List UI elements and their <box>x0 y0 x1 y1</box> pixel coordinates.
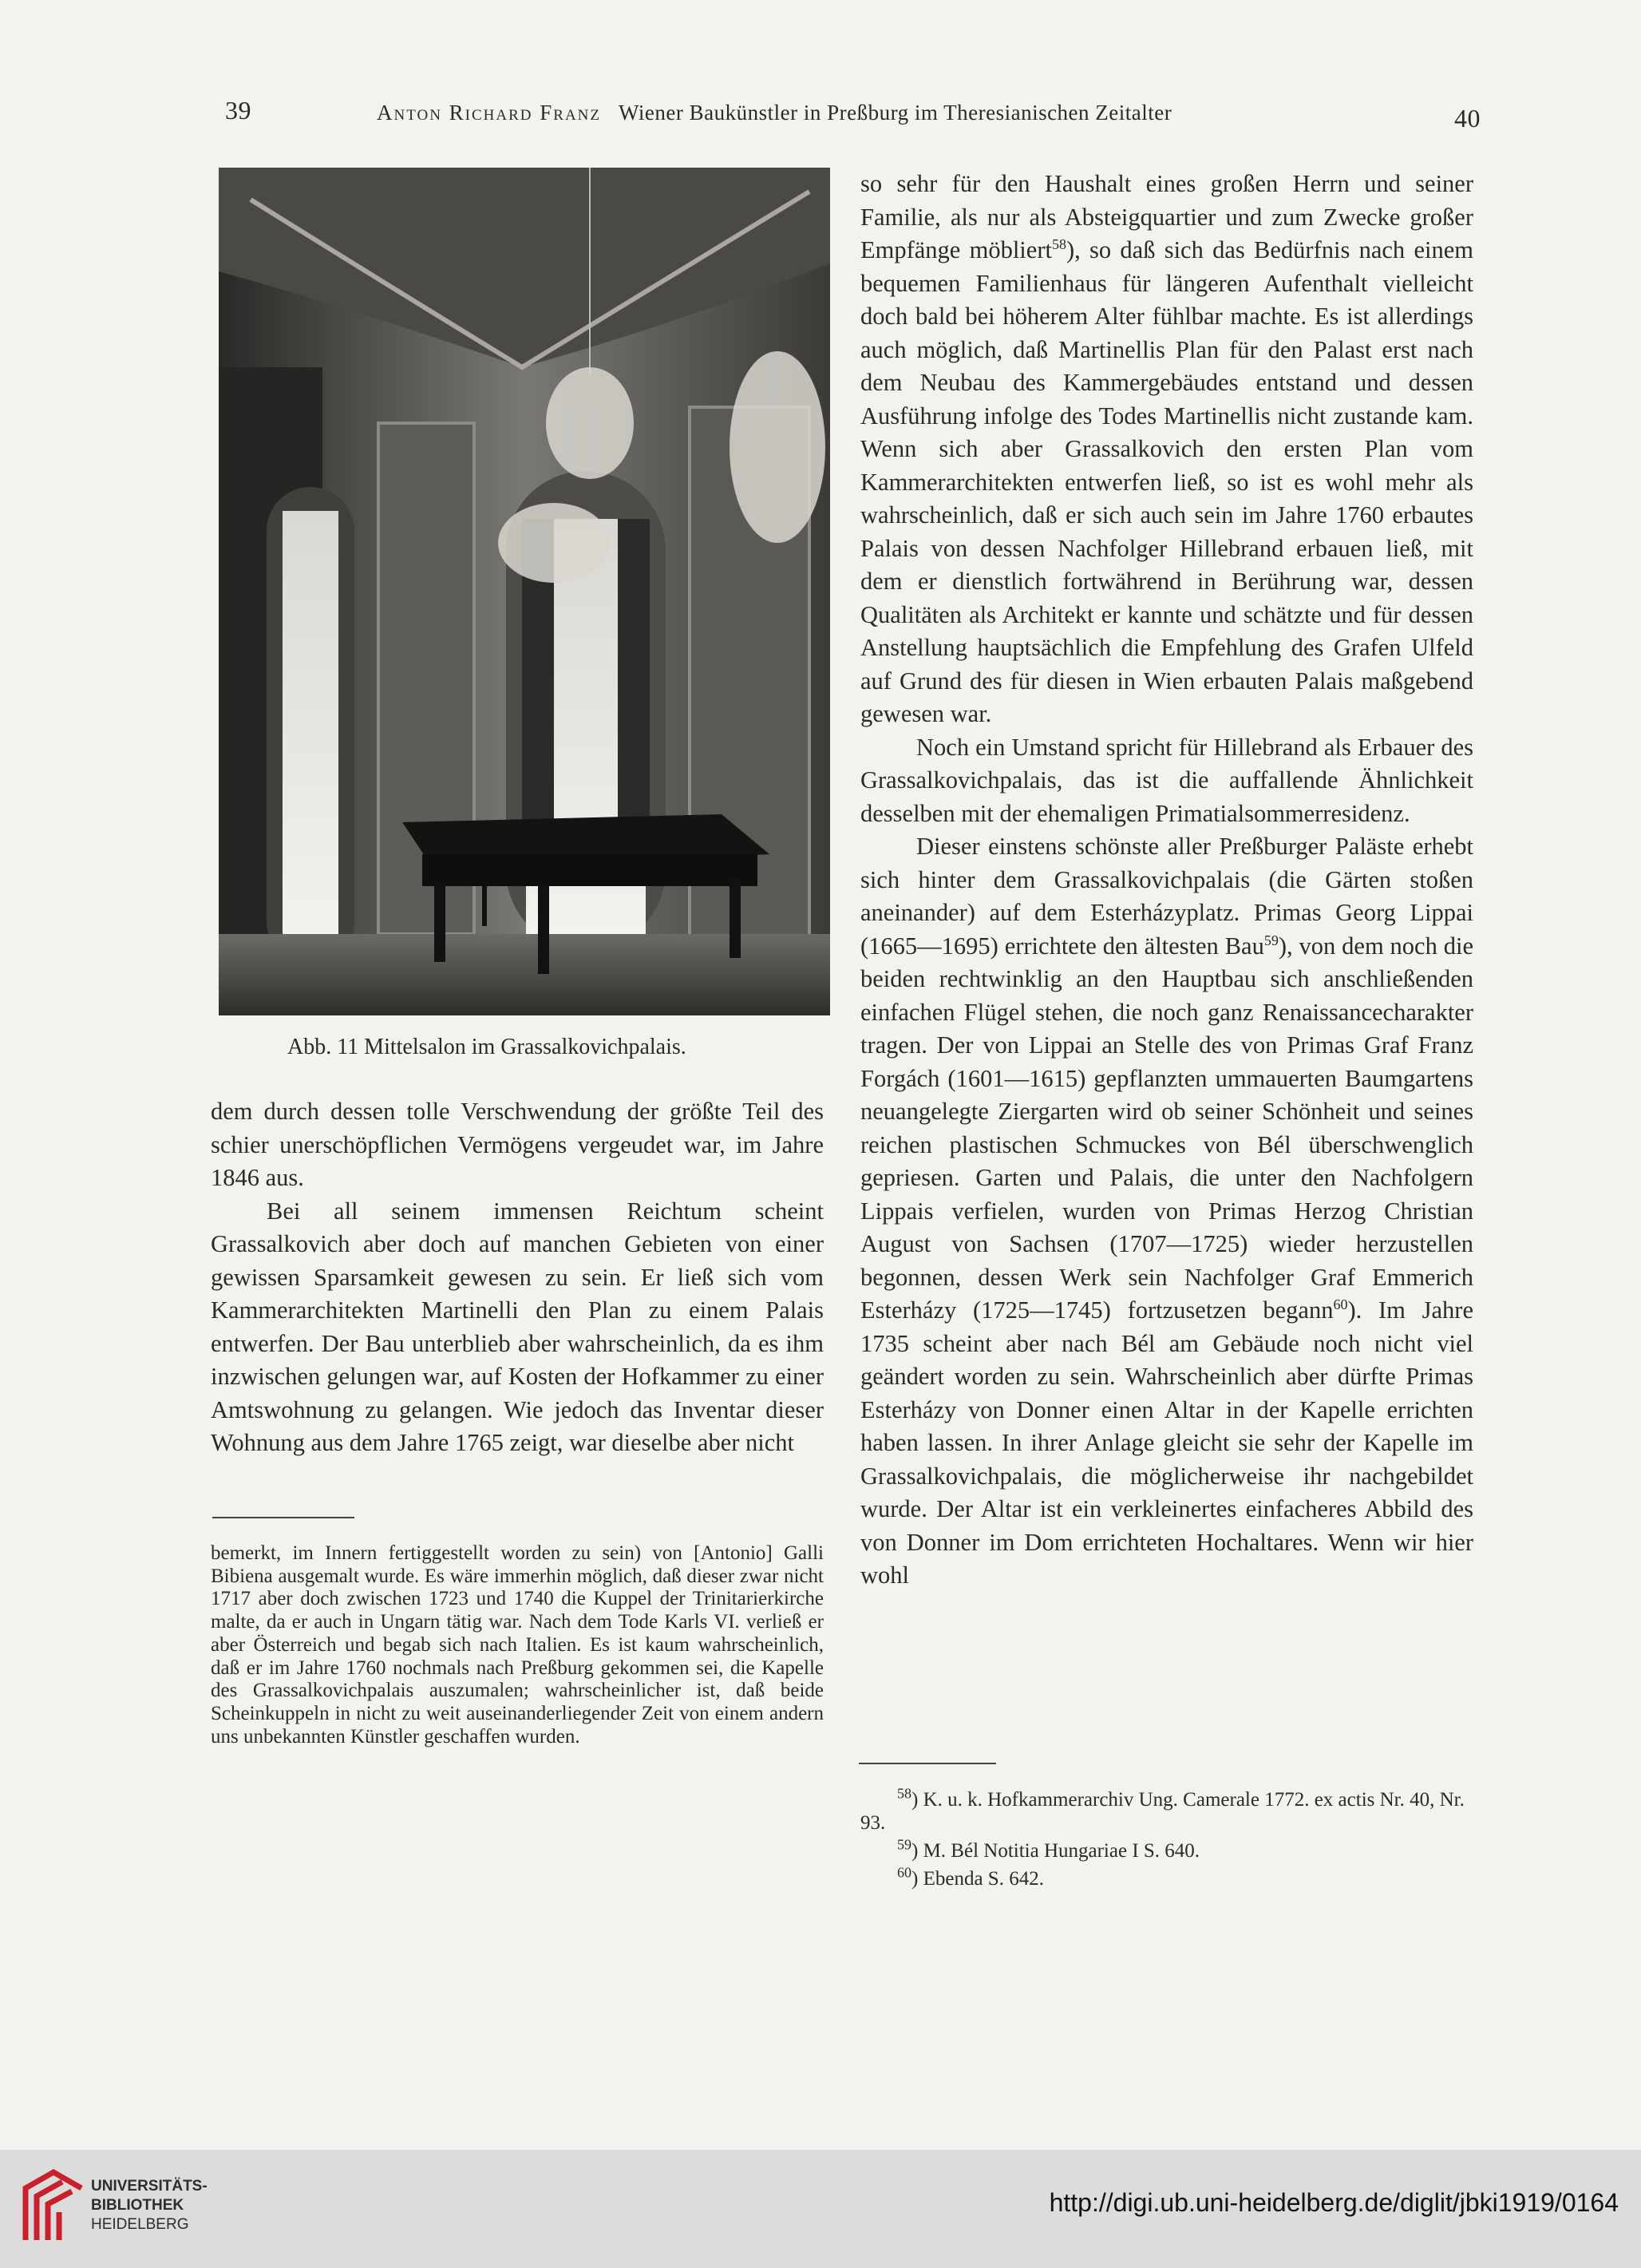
left-paragraph-2: Bei all seinem immensen Reichtum scheint Grassalkovich aber doch auf manchen Gebieten von einer gewissen Sparsamkeit gewesen zu sein. Er ließ sich vom Kammerarchitekten Martinelli den Plan zu einem Palais entwerfen. Der Bau unterblieb aber wahrscheinlich, da es ihm inzwischen gelungen war, auf Kosten der Hofkammer zu einer Amtswohnung zu gelangen. Wie jedoch das Inventar dieser Wohnung aus dem Jahre 1765 zeigt, war dieselbe aber nicht <box>211 1197 824 1456</box>
right-footnotes <box>860 1785 1473 1895</box>
footnote-ref-59: 59 <box>1263 932 1279 948</box>
footnote-60: $^{60}$) Ebenda S. 642. <box>897 1864 1044 1890</box>
page-number-right: 40 <box>1454 104 1481 133</box>
university-library-logo-icon[interactable] <box>18 2164 88 2247</box>
running-header <box>0 94 1641 142</box>
running-title <box>377 101 1172 125</box>
salon-photo-image <box>219 168 830 1015</box>
footer-bar <box>0 2150 1641 2268</box>
footnote-ref-58: 58 <box>1051 236 1066 252</box>
source-url-link[interactable]: http://digi.ub.uni-heidelberg.de/diglit/jbki1919/0164 <box>1049 2188 1619 2217</box>
left-text-column <box>211 1095 824 1460</box>
right-paragraph-3: Dieser einstens schönste aller Preßburger Paläste erhebt sich hinter dem Grassalkovichpalais (die Gärten stoßen aneinander) auf dem Esterházyplatz. Primas Georg Lippai (1665—1695) errichtete den ältesten Bau$^{59}$), von dem noch die beiden rechtwinklig an den Hauptbau sich anschließenden einfachen Flügel stehen, die noch ganz Renaissancecharakter tragen. Der von Lippai an Stelle des von Primas Graf Franz Forgách (1601—1615) gepflanzten ummauerten Baumgartens neuangelegte Ziergarten wird ob seiner Schönheit und seines reichen plastischen Schmuckes von Bél überschwenglich gepriesen. Garten und Palais, die unter den Nachfolgern Lippais verfielen, wurden von Primas Herzog Christian August von Sachsen (1707—1725) wieder herzustellen begonnen, dessen Werk sein Nachfolger Graf Emmerich Esterházy (1725—1745) fortzusetzen begann$^{60}$). Im Jahre 1735 scheint aber nach Bél am Gebäude noch nicht viel geändert worden zu sein. Wahrscheinlich aber dürfte Primas Esterházy von Donner einen Altar in der Kapelle errichten haben lassen. In ihrer Anlage gleicht sie sehr der Kapelle im Grassalkovichpalais, die möglicherweise ihr nachgebildet wurde. Der Altar ist ein verkleinertes einfacheres Abbild des von Donner im Dom errichteten Hochaltares. Wenn wir hier wohl <box>860 833 1473 1589</box>
footnote-58: $^{58}$) K. u. k. Hofkammerarchiv Ung. Camerale 1772. ex actis Nr. 40, Nr. 93. <box>860 1785 1465 1834</box>
right-text-column <box>860 168 1473 1593</box>
figure-caption: Abb. 11 Mittelsalon im Grassalkovichpalais. <box>287 1035 686 1059</box>
right-paragraph-1: so sehr für den Haushalt eines großen Herrn und seiner Familie, als nur als Absteigquartier und zum Zwecke großer Empfänge möbliert$^{58}$), so daß sich das Bedürfnis nach einem bequemen Familienhaus für längeren Aufenthalt vielleicht doch bald bei höherem Alter fühlbar machte. Es ist allerdings auch möglich, daß Martinellis Plan für den Palast erst nach dem Neubau des Kammergebäudes entstand und dessen Ausführung infolge des Todes Martinellis nicht zustande kam. Wenn sich aber Grassalkovich den ersten Plan vom Kammerarchitekten entwerfen ließ, so ist es wohl mehr als wahrscheinlich, daß er sich auch sein im Jahre 1760 erbautes Palais von dessen Nachfolger Hillebrand erbauen ließ, mit dem er dienstlich fortwährend in Berührung war, dessen Qualitäten als Architekt er kannte und schätzte und für dessen Anstellung hauptsächlich die Empfehlung des Grafen Ulfeld auf Grund des für diesen in Wien erbauten Palais maßgebend gewesen war. <box>860 170 1473 727</box>
footnote-ref-60: 60 <box>1333 1296 1348 1312</box>
right-footnote-rule <box>859 1763 996 1764</box>
library-name[interactable]: UNIVERSITÄTS- BIBLIOTHEK HEIDELBERG <box>91 2178 208 2233</box>
page-number-left: 39 <box>225 96 251 125</box>
salon-photograph <box>219 168 830 1015</box>
left-footnote: bemerkt, im Innern fertiggestellt worden zu sein) von [Antonio] Galli Bibiena ausgemalt wurde. Es wäre immerhin möglich, daß dieser zwar nicht 1717 aber doch zwischen 1723 und 1740 die Kuppel der Trinitarierkirche malte, da er auch in Ungarn tätig war. Nach dem Tode Karls VI. verließ er aber Österreich und begab sich nach Italien. Es ist kaum wahrscheinlich, daß er im Jahre 1760 nochmals nach Preßburg gekommen sei, die Kapelle des Grassalkovichpalais auszumalen; wahrscheinlicher ist, daß beide Scheinkuppeln in nicht zu weit auseinanderliegender Zeit von einem andern uns unbekannten Künstler geschaffen wurden. <box>211 1542 824 1748</box>
running-article-title: Wiener Baukünstler in Preßburg im Theresianischen Zeitalter <box>619 101 1172 125</box>
running-author: Anton Richard Franz <box>377 101 602 125</box>
right-paragraph-2: Noch ein Umstand spricht für Hillebrand als Erbauer des Grassalkovichpalais, das ist die auffallende Ähnlichkeit desselben mit der ehemaligen Primatialsommerresidenz. <box>860 733 1473 827</box>
footnote-59: $^{59}$) M. Bél Notitia Hungariae I S. 640. <box>897 1836 1200 1862</box>
left-paragraph-1: dem durch dessen tolle Verschwendung der größte Teil des schier unerschöpflichen Vermögens vergeudet war, im Jahre 1846 aus. <box>211 1098 824 1191</box>
left-footnote-rule <box>212 1517 354 1518</box>
